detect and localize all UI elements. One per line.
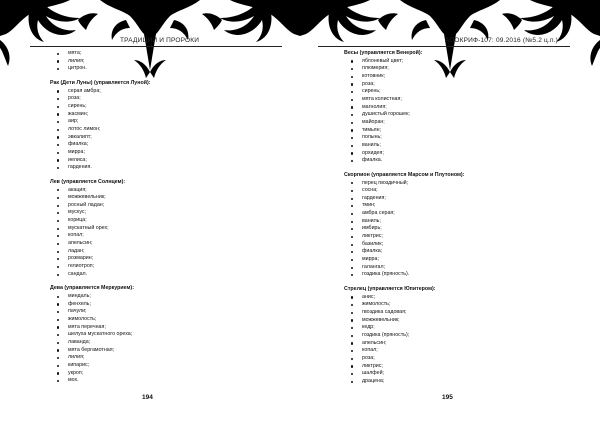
header-rule (318, 46, 570, 47)
group-list (52, 187, 252, 279)
bullet-icon (57, 266, 59, 268)
bullet-icon (351, 244, 353, 246)
list-item (346, 134, 556, 142)
bullet-icon (57, 159, 59, 161)
list-item (52, 248, 252, 256)
list-item-text: эвкалипт; (68, 133, 92, 140)
list-item-text: майоран; (362, 118, 385, 125)
list-item (52, 126, 252, 134)
list-item-text: роза; (68, 95, 81, 102)
list-item-text: фиалка; (68, 141, 89, 148)
list-item-text: яблоневый цвет; (362, 57, 404, 64)
zodiac-group (52, 285, 252, 385)
list-item-text: фиалка. (362, 157, 383, 164)
list-item (346, 96, 556, 104)
bullet-icon (351, 221, 353, 223)
list-item (346, 271, 556, 279)
list-item (52, 347, 252, 355)
running-head: ТРАДИЦИИ И ПРОРОКИ (120, 37, 200, 44)
bullet-icon (57, 311, 59, 313)
bullet-icon (57, 380, 59, 382)
list-item-text: жимолость; (68, 316, 97, 322)
list-item-text: можжевельник; (68, 194, 106, 201)
list-item-text: корица; (68, 217, 87, 224)
zodiac-group (346, 286, 556, 386)
list-item (52, 58, 252, 66)
list-item-text: роза; (362, 354, 375, 361)
bullet-icon (351, 373, 353, 375)
list-item-text: лотос лимон; (68, 125, 101, 132)
bullet-icon (351, 83, 353, 85)
bullet-icon (351, 99, 353, 101)
bullet-icon (57, 258, 59, 260)
bullet-icon (57, 68, 59, 70)
bullet-icon (57, 303, 59, 305)
bullet-icon (57, 372, 59, 374)
group-list (52, 293, 252, 385)
list-item-text: ладан; (68, 247, 85, 254)
list-item (52, 50, 252, 58)
list-item-text: иелиса; (68, 156, 87, 163)
bullet-icon (57, 228, 59, 230)
zodiac-group (52, 179, 252, 279)
list-item-text: фиалка; (362, 248, 383, 255)
bullet-icon (57, 152, 59, 154)
list-item-text: тимьян; (362, 126, 382, 133)
list-item-text: котовник; (362, 72, 386, 79)
bullet-icon (57, 98, 59, 100)
list-item-text: гоздика (пряность); (362, 331, 410, 338)
list-item (346, 347, 556, 355)
list-item-text: плюмерия; (362, 65, 389, 72)
list-item (346, 370, 556, 378)
list-item (52, 164, 252, 172)
list-item (52, 202, 252, 210)
bullet-icon (57, 167, 59, 169)
list-item-text: апельсин; (362, 339, 387, 346)
bullet-icon (351, 106, 353, 108)
list-item-text: мирра; (68, 148, 85, 155)
bullet-icon (351, 251, 353, 253)
list-item (346, 187, 556, 195)
list-item (52, 65, 252, 73)
group-list (346, 180, 556, 280)
bullet-icon (351, 381, 353, 383)
list-item (346, 202, 556, 210)
list-item (346, 264, 556, 272)
list-item (346, 127, 556, 135)
bullet-icon (57, 189, 59, 191)
bullet-icon (351, 213, 353, 215)
list-item-text: копал; (68, 232, 84, 239)
list-item (52, 324, 252, 332)
list-item-text: сирень; (68, 102, 87, 109)
bullet-icon (351, 358, 353, 360)
bullet-icon (351, 327, 353, 329)
list-item-text: имбирь; (362, 225, 382, 232)
list-item (346, 378, 556, 386)
bullet-icon (57, 342, 59, 344)
list-item-text: мох. (68, 377, 79, 384)
list-item-text: можжевельник; (362, 316, 400, 323)
group-list (346, 58, 556, 165)
list-item-text: мята перечная; (68, 323, 106, 330)
list-item (52, 149, 252, 157)
bullet-icon (57, 129, 59, 131)
list-item (346, 180, 556, 188)
bullet-icon (351, 198, 353, 200)
bullet-icon (57, 90, 59, 92)
list-item (346, 195, 556, 203)
list-item-text: ликтрис; (362, 362, 383, 369)
list-item-text: фенхель; (68, 300, 91, 307)
list-item (346, 225, 556, 233)
list-item (52, 187, 252, 195)
list-item (52, 263, 252, 271)
bullet-icon (57, 357, 59, 359)
list-item (52, 293, 252, 301)
list-item-text: сандал. (68, 270, 88, 277)
list-item (52, 118, 252, 126)
list-item-text: лилия; (68, 57, 85, 64)
list-item-text: тмин; (362, 202, 376, 209)
list-item-text: ваниль; (362, 217, 381, 224)
list-item-text: шалфей; (362, 370, 385, 377)
list-item (52, 301, 252, 309)
list-item (52, 362, 252, 370)
bullet-icon (351, 91, 353, 93)
list-item-text: сосна; (362, 187, 378, 194)
list-item-text: гардения; (362, 194, 386, 201)
list-item (52, 271, 252, 279)
bullet-icon (351, 129, 353, 131)
list-item-text: гоздика (пряность). (362, 271, 410, 278)
bullet-icon (351, 335, 353, 337)
bullet-icon (57, 113, 59, 115)
bullet-icon (57, 365, 59, 367)
bullet-icon (57, 60, 59, 62)
list-item (52, 88, 252, 96)
list-item-text: серая амбра; (68, 87, 101, 94)
bullet-icon (57, 251, 59, 253)
bullet-icon (351, 190, 353, 192)
list-item-text: полынь; (362, 134, 382, 141)
list-item (52, 308, 252, 316)
list-item (52, 331, 252, 339)
zodiac-group (52, 80, 252, 172)
list-item-text: шелуха мускатного ореха; (68, 331, 133, 338)
group-heading: Скорпион (управляется Марсом и Плутоном): (344, 171, 465, 178)
bullet-icon (351, 76, 353, 78)
list-item (346, 81, 556, 89)
list-item (346, 65, 556, 73)
list-item (346, 111, 556, 119)
list-item-text: магнолия; (362, 103, 387, 110)
bullet-icon (57, 212, 59, 214)
list-item (52, 157, 252, 165)
list-item (52, 111, 252, 119)
bullet-icon (351, 274, 353, 276)
bullet-icon (351, 228, 353, 230)
bullet-icon (57, 220, 59, 222)
bullet-icon (351, 350, 353, 352)
page-number: 195 (442, 394, 453, 401)
bullet-icon (57, 296, 59, 298)
group-heading: Рак (Дети Луны) (управляется Луной): (50, 79, 151, 86)
bullet-icon (57, 235, 59, 237)
list-item (346, 340, 556, 348)
bullet-icon (57, 53, 59, 55)
list-item (52, 194, 252, 202)
zodiac-group (346, 172, 556, 279)
list-item (346, 294, 556, 302)
list-item (346, 233, 556, 241)
running-head: АПОКРИФ-107: 09.2016 (№5.2 ц.п.) (445, 37, 559, 44)
list-item (52, 217, 252, 225)
list-item (52, 209, 252, 217)
group-list (52, 88, 252, 172)
list-item-text: орхидея; (362, 149, 384, 156)
list-item-text: копал; (362, 347, 378, 354)
list-item-text: миндаль; (68, 293, 91, 300)
list-item (52, 232, 252, 240)
list-item (346, 301, 556, 309)
bullet-icon (57, 274, 59, 276)
bullet-icon (351, 342, 353, 344)
list-item (52, 95, 252, 103)
list-item-text: пачули; (68, 308, 87, 315)
zodiac-group (346, 50, 556, 165)
right-page-content (346, 50, 556, 386)
bullet-icon (351, 304, 353, 306)
bullet-icon (57, 243, 59, 245)
bullet-icon (351, 114, 353, 116)
list-item-text: сирень; (362, 88, 381, 95)
bullet-icon (57, 106, 59, 108)
list-item (346, 150, 556, 158)
right-page (300, 0, 600, 424)
bullet-icon (351, 145, 353, 147)
list-item-text: розмарин; (68, 255, 94, 262)
bullet-icon (351, 236, 353, 238)
list-item-text: драцена; (362, 377, 385, 384)
list-item (52, 141, 252, 149)
bullet-icon (57, 197, 59, 199)
list-item (346, 142, 556, 150)
list-item-text: лаванда; (68, 338, 91, 345)
list-item (346, 309, 556, 317)
list-item-text: амбра серая; (362, 210, 395, 217)
bullet-icon (57, 334, 59, 336)
list-item (346, 88, 556, 96)
list-item-text: ликтрис; (362, 233, 383, 240)
list-item (346, 58, 556, 66)
list-item (346, 241, 556, 249)
list-item-text: душистый горошек; (362, 111, 410, 118)
list-item-text: гелиотроп; (68, 263, 95, 270)
list-item-text: кедр; (362, 324, 375, 331)
list-item-text: анис; (362, 293, 375, 300)
bullet-icon (57, 319, 59, 321)
list-item-text: мята; (68, 50, 82, 56)
list-item-text: укроп; (68, 369, 84, 376)
list-item (346, 317, 556, 325)
list-item (346, 73, 556, 81)
list-item-text: росный ладан; (68, 201, 105, 208)
list-item-text: роза; (362, 80, 375, 87)
bullet-icon (351, 152, 353, 154)
list-item-text: гардения. (68, 164, 92, 171)
list-item (52, 339, 252, 347)
bullet-icon (351, 296, 353, 298)
list-item (346, 248, 556, 256)
list-item-text: базилик; (362, 240, 384, 247)
bullet-icon (351, 205, 353, 207)
list-item (52, 370, 252, 378)
bullet-icon (351, 182, 353, 184)
list-item-text: цитрон. (68, 65, 87, 72)
bullet-icon (57, 144, 59, 146)
list-item-text: жимолость; (362, 301, 391, 308)
list-item-text: апельсин; (68, 240, 93, 247)
bullet-icon (351, 68, 353, 70)
bullet-icon (57, 121, 59, 123)
left-page-content (52, 50, 252, 385)
list-item-text: перец гвоздичный; (362, 179, 409, 186)
list-item-text: мускатный орех; (68, 224, 109, 231)
list-item-text: жасмин; (68, 110, 89, 117)
bullet-icon (351, 259, 353, 261)
list-item (346, 324, 556, 332)
list-item (346, 157, 556, 165)
list-item-text: мята бергамотная; (68, 346, 115, 353)
list-item-text: ваниль; (362, 141, 381, 148)
list-item (52, 255, 252, 263)
list-item-text: галангал; (362, 263, 386, 270)
list-item-text: мирра; (362, 256, 379, 263)
list-item (346, 210, 556, 218)
page-number: 194 (142, 394, 153, 401)
list-item (346, 256, 556, 264)
list-item (346, 119, 556, 127)
bullet-icon (351, 160, 353, 162)
list-item (52, 316, 252, 324)
list-item-text: гвоздика садовая; (362, 309, 407, 315)
list-item (52, 103, 252, 111)
bullet-icon (351, 60, 353, 62)
bullet-icon (351, 319, 353, 321)
group-heading: Дева (управляется Меркурием): (50, 285, 134, 292)
bullet-icon (57, 205, 59, 207)
list-item (52, 240, 252, 248)
group-heading: Весы (управляется Венерой): (344, 50, 423, 56)
bullet-icon (351, 122, 353, 124)
list-item-text: акация; (68, 186, 87, 193)
list-item (52, 354, 252, 362)
list-item (346, 332, 556, 340)
bullet-icon (57, 136, 59, 138)
list-item-text: мята колистная; (362, 95, 402, 102)
list-item-text: аир; (68, 118, 79, 125)
header-rule (30, 46, 282, 47)
list-item (52, 377, 252, 385)
bullet-icon (351, 267, 353, 269)
list-item-text: лилия; (68, 354, 85, 361)
bullet-icon (351, 137, 353, 139)
bullet-icon (351, 365, 353, 367)
group-list (346, 294, 556, 386)
bullet-icon (57, 349, 59, 351)
list-item (346, 355, 556, 363)
list-continuation (52, 50, 252, 73)
list-item (346, 218, 556, 226)
bullet-icon (57, 326, 59, 328)
bullet-icon (351, 312, 353, 314)
list-item (52, 225, 252, 233)
list-item-text: кипарис; (68, 361, 90, 368)
group-heading: Лев (управляется Солнцем): (50, 178, 126, 185)
list-item-text: мускус; (68, 209, 87, 216)
list-item (52, 134, 252, 142)
group-heading: Стрелец (управляется Юпитером): (344, 286, 436, 293)
